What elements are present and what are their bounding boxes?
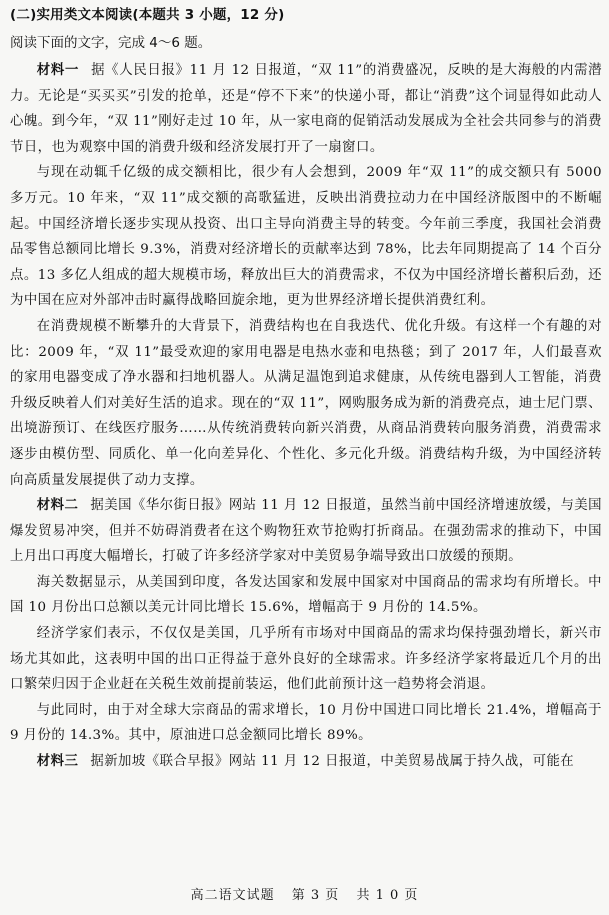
footer-total-pages: 共 1 0 页 [356, 888, 419, 903]
paragraph-text: 据美国《华尔街日报》网站 11 月 12 日报道，虽然当前中国经济增速放缓，与美国爆发贸易冲突，但并不妨碍消费者在这个购物狂欢节抢购打折商品。在强劲需求的推动下，中国上月出口再度大幅增长，打破了许多经济学家对中美贸易争端导致出口放缓的预期。 [10, 498, 602, 565]
footer-subject: 高二语文试题 [190, 888, 275, 903]
material-label: 材料一 [36, 63, 80, 78]
material-label: 材料二 [36, 498, 79, 514]
section-title: (二)实用类文本阅读(本题共 3 小题，12 分) [10, 7, 285, 23]
paragraph-material-1-part-2 [10, 160, 602, 314]
footer-page-number: 第 3 页 [291, 888, 340, 903]
section-instruction: 阅读下面的文字，完成 4～6 题。 [10, 35, 212, 51]
paragraph-text: 在消费规模不断攀升的大背景下，消费结构也在自我迭代、优化升级。有这样一个有趣的对比：2009 年，“双 11”最受欢迎的家用电器是电热水壶和电热毯；到了 2017 年，人们最喜欢的家用电器变成了净水器和扫地机器人。从满足温饱到追求健康，从传统电器到人工智能，消费升级反映着人们对美好生活的追求。现在的“双 11”，网购服务成为新的消费亮点，迪士尼门票、出境游预订、在线医疗服务……从传统消费转向新兴消费，从商品消费转向服务消费，消费需求逐步由模仿型、同质化、单一化向差异化、个性化、多元化升级。消费结构升级，为中国经济转向高质量发展提供了动力支撑。 [10, 318, 602, 488]
exam-page [10, 2, 602, 775]
material-label: 材料三 [36, 754, 79, 770]
paragraph-text: 经济学家们表示，不仅仅是美国，几乎所有市场对中国商品的需求均保持强劲增长，新兴市场尤其如此，这表明中国的出口正得益于意外良好的全球需求。许多经济学家将最近几个月的出口繁荣归因于企业赶在关税生效前提前装运，他们此前预计这一趋势将会消退。 [10, 626, 602, 693]
page-footer [0, 884, 609, 903]
paragraph-material-2-part-4 [10, 698, 602, 749]
paragraph-text: 海关数据显示，从美国到印度，各发达国家和发展中国家对中国商品的需求均有所增长。中国 10 月份出口总额以美元计同比增长 15.6%，增幅高于 9 月份的 14.5%。 [10, 574, 602, 616]
paragraph-material-3 [10, 749, 602, 775]
paragraph-material-1 [10, 58, 602, 160]
paragraph-material-2-part-3 [10, 621, 602, 698]
paragraph-material-2 [10, 493, 602, 570]
paragraph-material-1-part-3 [10, 314, 602, 493]
paragraph-material-2-part-2 [10, 570, 602, 621]
paragraph-text: 与现在动辄千亿级的成交额相比，很少有人会想到，2009 年“双 11”的成交额只有 5000 多万元。10 年来，“双 11”成交额的高歌猛进，反映出消费拉动力在中国经济版图中的不断崛起。中国经济增长逐步实现从投资、出口主导向消费主导的转变。今年前三季度，我国社会消费品零售总额同比增长 9.3%，消费对经济增长的贡献率达到 78%，比去年同期提高了 14 个百分点。13 多亿人组成的超大规模市场，释放出巨大的消费需求，不仅为中国经济增长蓄积后劲，还为中国在应对外部冲击时赢得战略回旋余地，更为世界经济增长提供消费红利。 [10, 165, 602, 309]
paragraph-text: 与此同时，由于对全球大宗商品的需求增长，10 月份中国进口同比增长 21.4%，增幅高于 9 月份的 14.3%。其中，原油进口总金额同比增长 89%。 [10, 702, 602, 744]
paragraph-text: 据《人民日报》11 月 12 日报道，“双 11”的消费盛况，反映的是大海般的内需潜力。无论是“买买买”引发的抢单，还是“停不下来”的快递小哥，都让“消费”这个词显得如此动人心魄。到今年，“双 11”刚好走过 10 年，从一家电商的促销活动发展成为全社会共同参与的消费节日，也为观察中国的消费升级和经济发展打开了一扇窗口。 [10, 63, 602, 155]
paragraph-text: 据新加坡《联合早报》网站 11 月 12 日报道，中美贸易战属于持久战，可能在 [90, 754, 575, 770]
